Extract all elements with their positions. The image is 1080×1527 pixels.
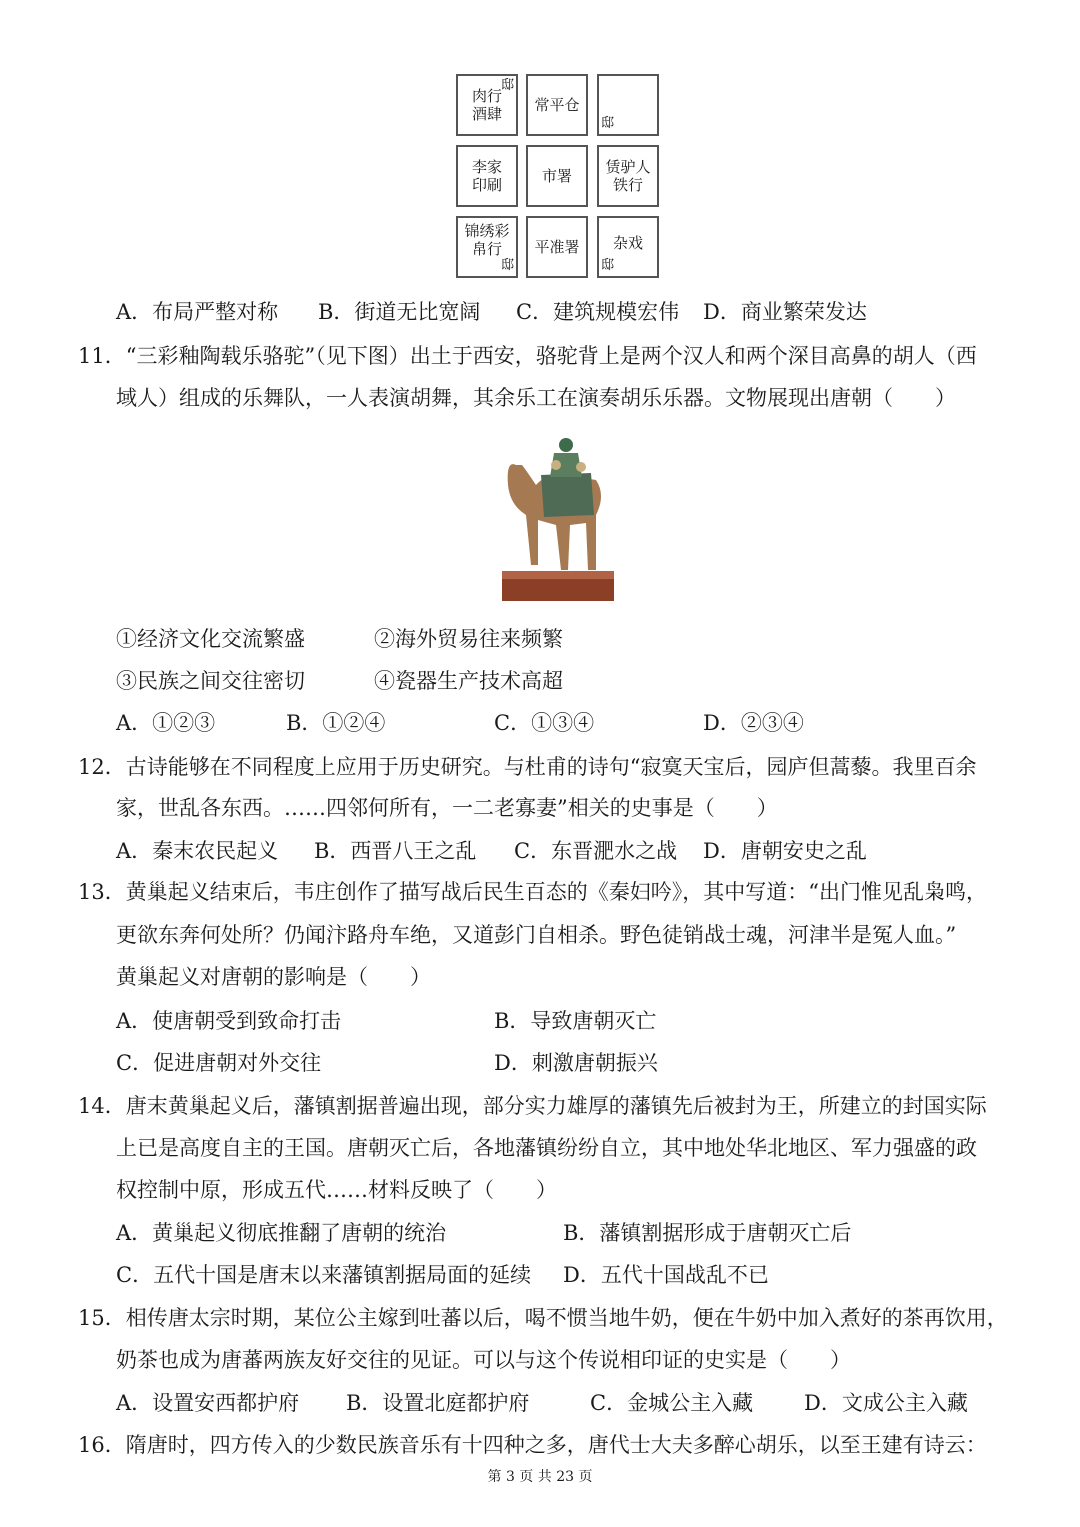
q13-stem-line-3: 黄巢起义对唐朝的影响是（ ） [116,965,431,989]
grid-cell-empty [597,74,659,136]
q10-option-c: C．建筑规模宏伟 [516,300,680,324]
q12-stem-line-2: 家，世乱各东西。……四邻何所有，一二老寡妻”相关的史事是（ ） [116,796,778,820]
q10-option-a: A．布局严整对称 [116,300,279,324]
q12-option-a: A．秦末农民起义 [116,839,279,863]
grid-cell-market-office [526,145,588,207]
grid-cell-silk [456,216,518,278]
q14-option-a: A．黄巢起义彻底推翻了唐朝的统治 [116,1221,447,1245]
grid-cell-text: 李家 印刷 [471,158,502,194]
grid-cell-text: 常平仓 [534,96,580,114]
figure-base-top [502,571,614,579]
q15-option-a: A．设置安西都护府 [116,1391,300,1415]
grid-cell-text: 市署 [541,167,572,185]
q15-option-c: C．金城公主入藏 [590,1391,754,1415]
grid-cell-text: 肉行 酒肆 [471,87,502,123]
q11-option-b: B．①②④ [286,711,386,735]
q11-stem-line-2: 域人）组成的乐舞队，一人表演胡舞，其余乐工在演奏胡乐乐器。文物展现出唐朝（ ） [116,386,956,410]
grid-cell-tag: 邸 [500,78,514,93]
q11-option-a: A．①②③ [116,711,216,735]
saddle-blanket [541,473,594,517]
q14-option-d: D．五代十国战乱不已 [563,1263,769,1287]
grid-cell-acrobatics [597,216,659,278]
musician-head [576,462,586,472]
q14-stem-line-1: 14．唐末黄巢起义后，藩镇割据普遍出现，部分实力雄厚的藩镇先后被封为王，所建立的封国实际 [78,1094,987,1118]
q11-item-2: ②海外贸易往来频繁 [374,627,563,651]
grid-cell-pingzhun [526,216,588,278]
q12-option-c: C．东晋淝水之战 [514,839,678,863]
tricolor-camel-figure [496,425,618,605]
q11-option-d: D．②③④ [703,711,804,735]
q14-stem-line-2: 上已是高度自主的王国。唐朝灭亡后，各地藩镇纷纷自立，其中地处华北地区、军力强盛的政 [116,1136,977,1160]
q12-option-d: D．唐朝安史之乱 [703,839,867,863]
q11-item-3: ③民族之间交往密切 [116,669,305,693]
q14-stem-line-3: 权控制中原，形成五代……材料反映了（ ） [116,1178,557,1202]
q11-item-1: ①经济文化交流繁盛 [116,627,305,651]
rider-head [559,438,573,452]
q13-option-b: B．导致唐朝灭亡 [494,1009,657,1033]
grid-cell-granary [526,74,588,136]
q10-option-d: D．商业繁荣发达 [703,300,867,324]
grid-cell-meat-wine [456,74,518,136]
q14-option-c: C．五代十国是唐末以来藩镇割据局面的延续 [116,1263,532,1287]
q14-option-b: B．藩镇割据形成于唐朝灭亡后 [563,1221,852,1245]
q15-option-d: D．文成公主入藏 [804,1391,968,1415]
q15-stem-line-2: 奶茶也成为唐蕃两族友好交往的见证。可以与这个传说相印证的史实是（ ） [116,1348,851,1372]
q13-stem-line-1: 13．黄巢起义结束后，韦庄创作了描写战后民生百态的《秦妇吟》，其中写道：“出门惟见乱枭鸣， [78,880,987,904]
grid-cell-donkey-iron [597,145,659,207]
q10-option-b: B．街道无比宽阔 [318,300,481,324]
q12-stem-line-1: 12．古诗能够在不同程度上应用于历史研究。与杜甫的诗句“寂寞天宝后，园庐但蒿藜。我里百余 [78,755,977,779]
q13-option-d: D．刺激唐朝振兴 [494,1051,658,1075]
market-layout-grid [456,74,661,280]
grid-cell-text: 平准署 [534,238,580,256]
q11-option-c: C．①③④ [494,711,595,735]
q11-stem-line-1: 11．“三彩釉陶载乐骆驼”（见下图）出土于西安，骆驼背上是两个汉人和两个深目高鼻的胡人（西 [78,344,977,368]
grid-cell-tag: 邸 [601,116,615,131]
q13-option-c: C．促进唐朝对外交往 [116,1051,322,1075]
q11-item-4: ④瓷器生产技术高超 [374,669,563,693]
musician-head [551,460,561,470]
grid-cell-text: 赁驴人 铁行 [605,158,651,194]
grid-cell-tag: 邸 [500,258,514,273]
q13-option-a: A．使唐朝受到致命打击 [116,1009,342,1033]
q15-option-b: B．设置北庭都护府 [346,1391,530,1415]
q15-stem-line-1: 15．相传唐太宗时期，某位公主嫁到吐蕃以后，喝不惯当地牛奶，便在牛奶中加入煮好的茶再饮用， [78,1306,1008,1330]
q13-stem-line-2: 更欲东奔何处所？仍闻汴路舟车绝，又道彭门自相杀。野色徒销战士魂，河津半是冤人血。” [116,923,957,947]
grid-cell-tag: 邸 [601,258,615,273]
grid-cell-text: 杂戏 [612,234,643,252]
page-footer: 第 3 页 共 23 页 [487,1469,593,1485]
q12-option-b: B．西晋八王之乱 [314,839,477,863]
q16-stem-line-1: 16．隋唐时，四方传入的少数民族音乐有十四种之多，唐代士大夫多醉心胡乐，以至王建有诗云： [78,1433,987,1457]
grid-cell-text: 锦绣彩 帛行 [464,222,510,258]
grid-cell-li-printing [456,145,518,207]
